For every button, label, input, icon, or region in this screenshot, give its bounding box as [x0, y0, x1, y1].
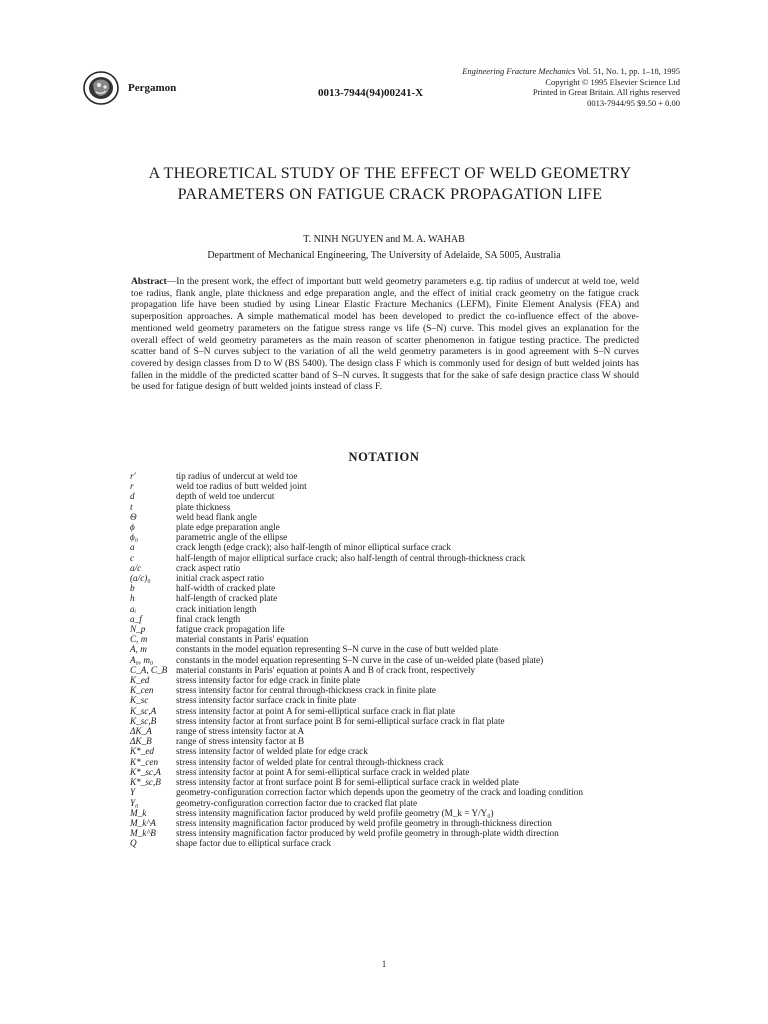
notation-symbol: (a/c)₀	[130, 573, 151, 584]
notation-definition: material constants in Paris' equation at points A and B of crack front, respectively	[176, 664, 476, 675]
notation-row	[130, 542, 640, 552]
notation-row	[130, 624, 640, 634]
notation-symbol: K*_ed	[130, 746, 154, 757]
notation-definition: parametric angle of the ellipse	[176, 532, 288, 543]
page-number: 1	[381, 959, 387, 969]
abstract-text: —In the present work, the effect of important butt weld geometry parameters e.g. tip radius of undercut at weld toe, weld toe radius, flank angle, plate thickness and edge preparation angle, and the effect of initial crack geometry on the fatigue crack propagation life have been studied by using Linear Elastic Fracture Mechanics (LEFM), Finite Element Analysis (FEA) and superposition approaches. A simple mathematical model has been developed to predict the co-influence effect of the above-mentioned weld geometry parameters on the fatigue stress range vs life (S–N) curve. This model gives an explanation for the overall effect of weld geometry parameters as the main reason of scatter phenomenon in fatigue testing practice. The predicted scatter band of S–N curves subject to the variation of all the weld geometry parameters is in good agreement with S–N curves covered by design classes from D to W (BS 5400). The design class F which is commonly used for design of butt welded joints has fallen in the middle of the predicted scatter band of S–N curves. It suggests that for the sake of safe design practice class W should be used for fatigue design of butt welded joints instead of class F.	[131, 276, 639, 393]
notation-definition: crack initiation length	[176, 603, 257, 614]
pergamon-logo-icon	[82, 70, 120, 106]
notation-definition: stress intensity factor for edge crack in finite plate	[176, 675, 361, 686]
notation-symbol: K_ed	[130, 675, 150, 686]
notation-definition: initial crack aspect ratio	[176, 573, 265, 584]
notation-row	[130, 502, 640, 512]
notation-row	[130, 787, 640, 797]
notation-row	[130, 838, 640, 848]
notation-symbol: t	[130, 501, 133, 512]
notation-definition: half-width of cracked plate	[176, 583, 276, 594]
notation-symbol: h	[130, 593, 135, 604]
notation-row	[130, 695, 640, 705]
copyright-line: Copyright © 1995 Elsevier Science Ltd	[545, 76, 680, 87]
notation-definition: stress intensity factor at point A for semi-elliptical surface crack in flat plate	[176, 705, 456, 716]
notation-definition: stress intensity factor at front surface point B for semi-elliptical surface crack in welded plate	[176, 777, 519, 788]
notation-row	[130, 491, 640, 501]
printed-line: Printed in Great Britain. All rights reserved	[532, 87, 680, 97]
notation-row	[130, 777, 640, 787]
notation-row	[130, 583, 640, 593]
notation-symbol: M_k	[130, 807, 147, 818]
notation-symbol: c	[130, 552, 135, 563]
notation-definition: shape factor due to elliptical surface crack	[176, 838, 332, 849]
notation-definition: stress intensity factor at front surface point B for semi-elliptical surface crack in flat plate	[176, 715, 505, 726]
notation-row	[130, 757, 640, 767]
notation-definition: constants in the model equation representing S–N curve in the case of butt welded plate	[176, 644, 498, 655]
notation-list	[130, 471, 640, 849]
notation-row	[130, 828, 640, 838]
paper-affiliation: Department of Mechanical Engineering, The University of Adelaide, SA 5005, Australia	[207, 250, 561, 261]
notation-row	[130, 532, 640, 542]
notation-symbol: K_sc,A	[130, 705, 157, 716]
notation-symbol: a/c	[130, 562, 142, 573]
journal-header	[0, 66, 768, 112]
notation-row	[130, 706, 640, 716]
notation-symbol: Y	[130, 787, 136, 798]
notation-symbol: M_k^B	[130, 828, 156, 839]
notation-definition: stress intensity factor at point A for semi-elliptical surface crack in welded plate	[176, 766, 470, 777]
notation-row	[130, 736, 640, 746]
abstract-label: Abstract	[131, 276, 167, 287]
notation-row	[130, 644, 640, 654]
notation-row	[130, 634, 640, 644]
notation-definition: fatigue crack propagation life	[176, 624, 285, 635]
notation-row	[130, 746, 640, 756]
price-line: 0013-7944/95 $9.50 + 0.00	[587, 97, 680, 108]
notation-row	[130, 675, 640, 685]
notation-symbol: Q	[130, 838, 137, 849]
notation-definition: stress intensity magnification factor produced by weld profile geometry (M_k = Y/Y₀)	[176, 807, 494, 818]
notation-symbol: d	[130, 491, 135, 502]
notation-symbol: Θ	[130, 511, 137, 522]
journal-line	[462, 66, 680, 77]
journal-info	[462, 66, 680, 108]
notation-definition: material constants in Paris' equation	[176, 634, 309, 645]
notation-symbol: a	[130, 542, 135, 553]
notation-symbol: r	[130, 481, 134, 492]
doi-code: 0013-7944(94)00241-X	[318, 87, 424, 99]
notation-symbol: C_A, C_B	[130, 664, 168, 675]
notation-symbol: aᵢ	[130, 603, 137, 614]
notation-row	[130, 767, 640, 777]
notation-definition: final crack length	[176, 613, 241, 624]
notation-symbol: r′	[130, 471, 136, 481]
notation-definition: stress intensity magnification factor produced by weld profile geometry in through-thickness direction	[176, 817, 552, 828]
notation-definition: geometry-configuration correction factor which depends upon the geometry of the crack and loading condition	[176, 787, 583, 798]
notation-symbol: K*_sc,B	[130, 777, 161, 788]
notation-symbol: b	[130, 583, 135, 594]
notation-row	[130, 655, 640, 665]
notation-symbol: a_f	[130, 613, 142, 624]
notation-definition: half-length of cracked plate	[176, 593, 278, 604]
notation-row	[130, 726, 640, 736]
notation-definition: stress intensity magnification factor produced by weld profile geometry in through-plate width direction	[176, 828, 559, 839]
notation-symbol: N_p	[130, 624, 146, 635]
notation-row	[130, 563, 640, 573]
notation-row	[130, 685, 640, 695]
notation-row	[130, 471, 640, 481]
notation-definition: half-length of major elliptical surface crack; also half-length of central through-thickness crack	[176, 552, 526, 563]
notation-definition: constants in the model equation representing S–N curve in the case of un-welded plate (based plate)	[176, 654, 544, 665]
notation-symbol: M_k^A	[130, 817, 156, 828]
notation-row	[130, 604, 640, 614]
notation-symbol: K_sc	[130, 695, 149, 706]
notation-row	[130, 665, 640, 675]
notation-definition: tip radius of undercut at weld toe	[176, 471, 298, 481]
notation-heading: NOTATION	[348, 450, 420, 464]
notation-symbol: ΔK_A	[130, 726, 152, 737]
notation-row	[130, 573, 640, 583]
notation-row	[130, 481, 640, 491]
notation-row	[130, 553, 640, 563]
paper-title: A THEORETICAL STUDY OF THE EFFECT OF WELD GEOMETRY PARAMETERS ON FATIGUE CRACK PROPAGATION LIFE	[148, 165, 632, 203]
notation-row	[130, 512, 640, 522]
notation-definition: crack length (edge crack); also half-length of minor elliptical surface crack	[176, 542, 451, 553]
notation-definition: stress intensity factor of welded plate for central through-thickness crack	[176, 756, 444, 767]
notation-symbol: K*_cen	[130, 756, 159, 767]
notation-row	[130, 716, 640, 726]
notation-row	[130, 818, 640, 828]
notation-definition: crack aspect ratio	[176, 562, 241, 573]
journal-volume: Vol. 51, No. 1, pp. 1–18, 1995	[575, 66, 680, 76]
abstract	[131, 276, 639, 393]
notation-definition: plate thickness	[176, 501, 231, 512]
notation-definition: stress intensity factor for central through-thickness crack in finite plate	[176, 685, 436, 696]
notation-definition: range of stress intensity factor at B	[176, 736, 305, 747]
notation-definition: geometry-configuration correction factor due to cracked flat plate	[176, 797, 418, 808]
notation-row	[130, 522, 640, 532]
notation-symbol: ϕ₀	[130, 532, 138, 543]
notation-symbol: C, m	[130, 634, 148, 645]
notation-definition: depth of weld toe undercut	[176, 491, 275, 502]
notation-definition: stress intensity factor surface crack in finite plate	[176, 695, 357, 706]
notation-symbol: A₀, m₀	[130, 654, 154, 665]
notation-row	[130, 798, 640, 808]
notation-definition: range of stress intensity factor at A	[176, 726, 305, 737]
notation-symbol: K_sc,B	[130, 715, 157, 726]
publisher-name: Pergamon	[128, 82, 177, 94]
notation-row	[130, 614, 640, 624]
notation-symbol: ΔK_B	[130, 736, 152, 747]
notation-definition: plate edge preparation angle	[176, 522, 280, 533]
notation-row	[130, 593, 640, 603]
notation-definition: weld bead flank angle	[176, 511, 257, 522]
notation-definition: weld toe radius of butt welded joint	[176, 481, 307, 492]
notation-symbol: A, m	[130, 644, 147, 655]
paper-authors: T. NINH NGUYEN and M. A. WAHAB	[303, 234, 465, 245]
notation-row	[130, 808, 640, 818]
journal-name: Engineering Fracture Mechanics	[462, 66, 576, 76]
notation-symbol: K_cen	[130, 685, 154, 696]
notation-symbol: Y₀	[130, 797, 139, 808]
notation-symbol: K*_sc,A	[130, 766, 161, 777]
notation-definition: stress intensity factor of welded plate for edge crack	[176, 746, 368, 757]
notation-symbol: ϕ	[130, 522, 135, 533]
